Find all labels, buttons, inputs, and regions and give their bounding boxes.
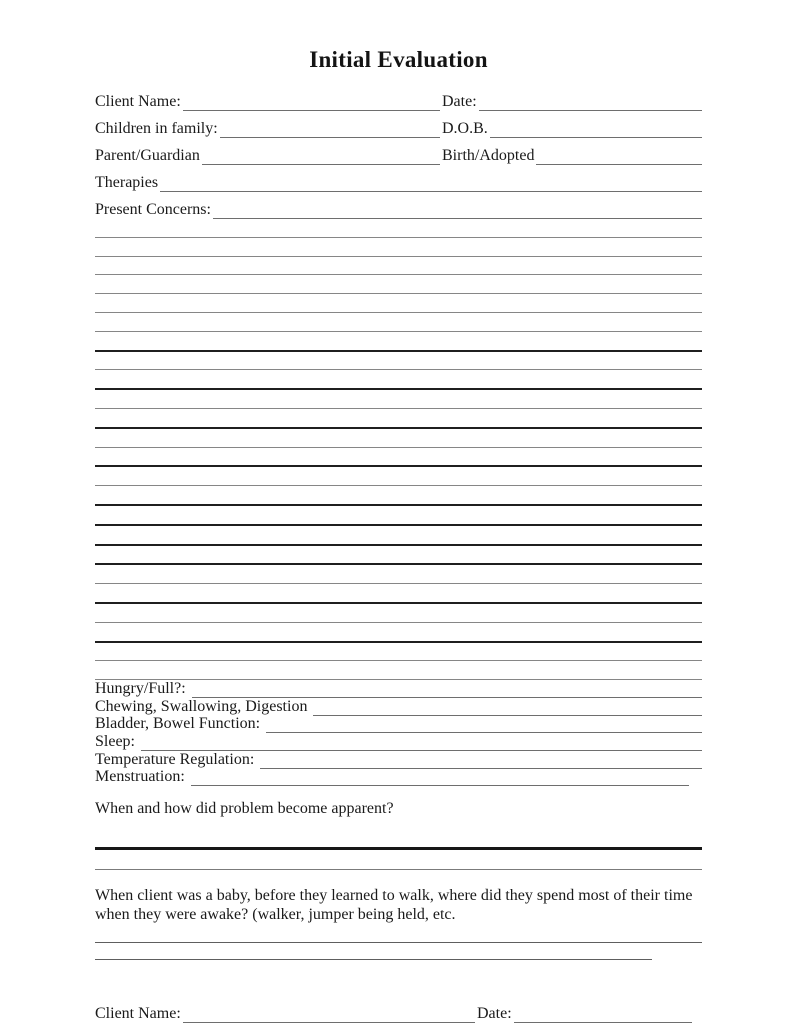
chewing-swallowing-digestion-label: Chewing, Swallowing, Digestion	[95, 697, 308, 715]
ruled-line	[95, 546, 702, 566]
parent-guardian-field[interactable]	[202, 145, 440, 165]
client-name-label: Client Name:	[95, 93, 181, 110]
guardian-birth-row	[95, 138, 702, 165]
ruled-line	[95, 332, 702, 352]
therapies-field[interactable]	[160, 172, 702, 192]
baby-time-answer-line-2[interactable]	[95, 959, 652, 960]
menstruation-field[interactable]	[191, 766, 689, 786]
dob-label: D.O.B.	[442, 120, 488, 137]
footer-client-name-label: Client Name:	[95, 1005, 181, 1023]
ruled-line	[95, 429, 702, 448]
date-field[interactable]	[479, 91, 702, 111]
client-name-date-row	[95, 84, 702, 111]
ruled-line	[95, 604, 702, 623]
ruled-line	[95, 565, 702, 584]
birth-adopted-field[interactable]	[536, 145, 702, 165]
ruled-line	[95, 390, 702, 409]
ruled-line	[95, 219, 702, 238]
footer-date-label: Date:	[477, 1005, 512, 1023]
present-concerns-writing-area[interactable]	[95, 219, 702, 680]
client-name-field[interactable]	[183, 91, 440, 111]
date-label: Date:	[442, 93, 477, 110]
ruled-line	[95, 486, 702, 506]
ruled-line	[95, 584, 702, 604]
function-fields	[95, 680, 702, 786]
children-in-family-label: Children in family:	[95, 120, 218, 137]
ruled-line	[95, 313, 702, 332]
therapies-row	[95, 165, 702, 192]
present-concerns-label: Present Concerns:	[95, 201, 211, 218]
children-in-family-field[interactable]	[220, 118, 440, 138]
ruled-line	[95, 238, 702, 257]
ruled-line	[95, 448, 702, 468]
ruled-line	[95, 294, 702, 313]
footer-client-name-date-row	[95, 996, 702, 1023]
hungry-full-label: Hungry/Full?:	[95, 679, 186, 697]
form-title: Initial Evaluation	[309, 47, 488, 72]
ruled-line	[95, 526, 702, 546]
ruled-line	[95, 467, 702, 486]
menstruation-row	[95, 769, 702, 787]
sleep-label: Sleep:	[95, 732, 135, 750]
ruled-line	[95, 643, 702, 662]
ruled-line	[95, 506, 702, 526]
footer-client-name-field[interactable]	[183, 1003, 475, 1023]
birth-adopted-label: Birth/Adopted	[442, 147, 535, 164]
ruled-line	[95, 275, 702, 294]
ruled-line	[95, 409, 702, 429]
ruled-line	[95, 352, 702, 371]
parent-guardian-label: Parent/Guardian	[95, 147, 200, 164]
footer-date-field[interactable]	[514, 1003, 692, 1023]
present-concerns-field[interactable]	[213, 199, 702, 219]
dob-field[interactable]	[490, 118, 702, 138]
present-concerns-row	[95, 192, 702, 219]
answer-line-thick[interactable]	[95, 847, 702, 850]
ruled-line	[95, 257, 702, 276]
therapies-label: Therapies	[95, 174, 159, 191]
temperature-regulation-label: Temperature Regulation:	[95, 750, 255, 768]
baby-time-answer-line-1[interactable]	[95, 942, 702, 943]
question-problem-apparent: When and how did problem become apparent?	[95, 800, 394, 818]
children-dob-row	[95, 111, 702, 138]
bladder-bowel-function-label: Bladder, Bowel Function:	[95, 715, 261, 733]
ruled-line	[95, 370, 702, 390]
answer-line-thin[interactable]	[95, 869, 702, 870]
menstruation-label: Menstruation:	[95, 768, 185, 786]
ruled-line	[95, 623, 702, 643]
question-baby-time: When client was a baby, before they learned to walk, where did they spend most of their time when they were awake? (walker, jumper being held, etc.	[95, 887, 693, 924]
